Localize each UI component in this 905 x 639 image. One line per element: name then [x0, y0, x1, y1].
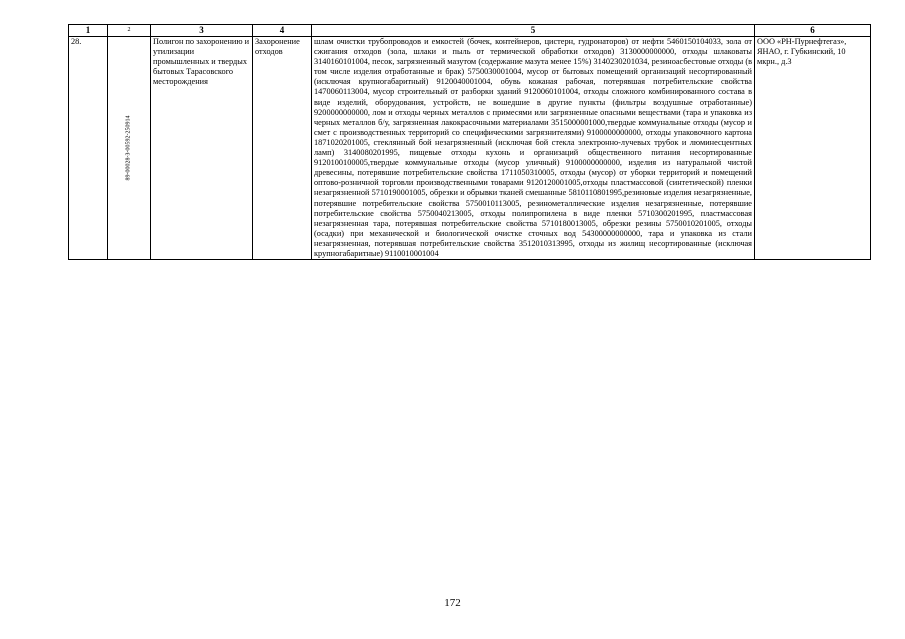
object-purpose: Захоронение отходов [253, 37, 312, 260]
header-cell-6: 6 [755, 25, 871, 37]
header-cell-4: 4 [253, 25, 312, 37]
waste-list: шлам очистки трубопроводов и емкостей (бочек, контейнеров, цистерн, гудронаторов) от нефти 5460150104033, зола от сжигания отходов (зола, шлаки и пыль от термической обработки отходов) 3130000000000, отходы шлаковаты 3140160101004, песок, загрязненный мазутом (содержание мазута менее 15%) 3140230201034, резиноасбестовые отходы (в том числе изделия отработанные и брак) 5750030001004, мусор от бытовых помещений организаций несортированный (исключая крупногабаритный) 9120040001004, обувь кожаная рабочая, потерявшая потребительские свойства 1470060113004, мусор строительный от разборки зданий 9120060101004, отходы сложного комбинированного состава в виде изделий, оборудования, устройств, не вошедшие в другие пункты (фильтры воздушные отработанные) 9200000000000, лом и отходы черных металлов с примесями или загрязненные опасными веществами (тара и упаковка из черных металлов б/у, загрязненная лакокрасочными материалами 3515000001000,твердые коммунальные отходы (мусор и смет с производственных территорий со специфическими загрязнителями) 9100000000000, отходы упаковочного картона 1871020201005, стеклянный бой незагрязненный (исключая бой стекла электронно-лучевых трубок и люминесцентных ламп) 3140080201995, пищевые отходы кухонь и организаций общественного питания несортированные 9120100100005,твердые коммунальные отходы (мусор уличный) 9100000000000, изделия из натуральной чистой древесины, потерявшие потребительские свойства 1711050310005, отходы (мусор) от уборки территорий и помещений оптово-розничной торговли производственными товарами 9120120001005,отходы пластмассовой (синтетической) пленки незагрязненной 5710190001005, обрезки и обрывки тканей смешанные 5810110801995,резиновые изделия незагрязненные, потерявшие потребительские свойства 5750010113005, резинометаллические изделия незагрязненные, потерявшие потребительские свойства 5750040213005, отходы полипропилена в виде пленки 5710300201995, пластмассовая незагрязненная тара, потерявшая потребительские свойства 5710180013005, обрезки резины 5750010201005, отходы (осадки) при механической и биологической очистке сточных вод 54300000000000, тара и упаковка из стали незагрязненная, потерявшая потребительские свойства 3512010313995, отходы из жилищ несортированные (исключая крупногабаритные) 9110010001004 [312, 37, 755, 260]
header-cell-5: 5 [312, 25, 755, 37]
registration-code-cell [108, 37, 151, 260]
registry-table [68, 24, 871, 260]
object-name: Полигон по захоронению и утилизации промышленных и твердых бытовых Тарасовского месторождения [151, 37, 253, 260]
row-number: 28. [69, 37, 108, 260]
header-cell-3: 3 [151, 25, 253, 37]
operator-info: ООО «РН-Пурнефтегаз», ЯНАО, г. Губкинский, 10 мкрн., д.3 [755, 37, 871, 260]
registration-code: 89-00028-З-00592-250914 [125, 115, 132, 181]
header-cell-2: 2 [108, 25, 151, 37]
table-row [69, 37, 871, 260]
page-number: 172 [444, 597, 461, 609]
header-cell-1: 1 [69, 25, 108, 37]
header-row [69, 25, 871, 37]
